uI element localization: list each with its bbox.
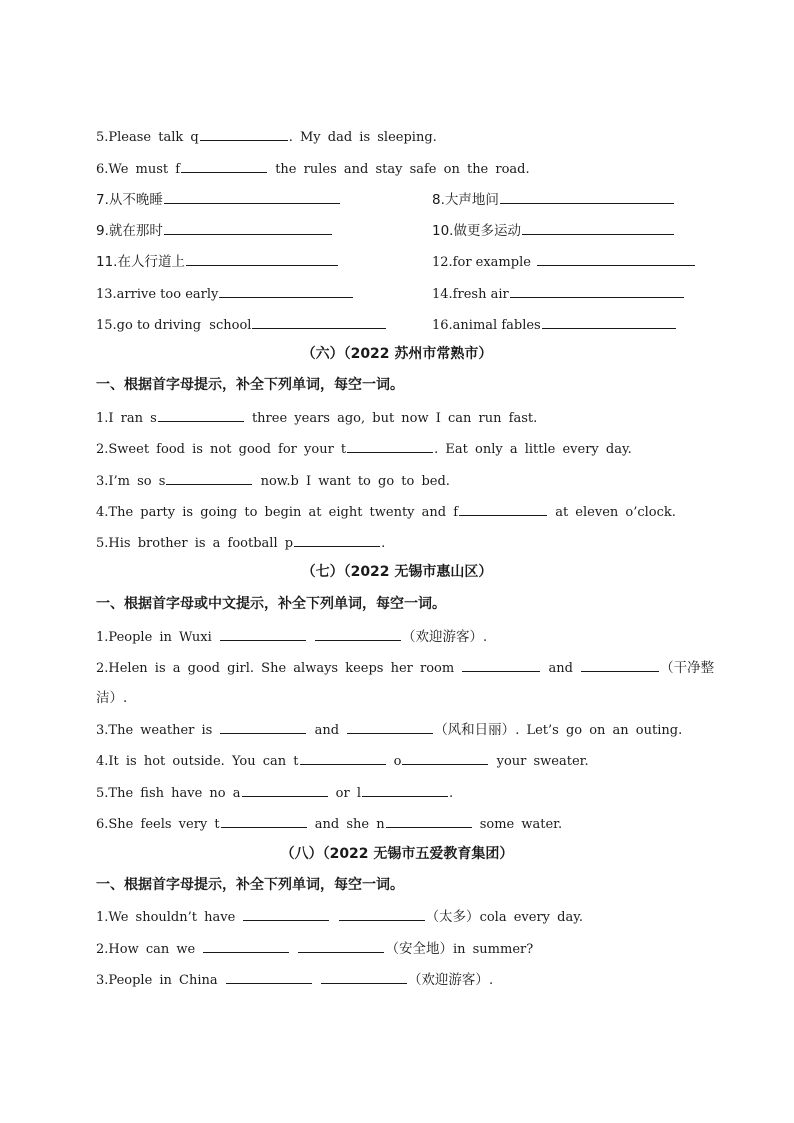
phrase-11: 11.在人行道上	[96, 254, 185, 270]
answer-blank[interactable]	[402, 751, 488, 765]
s7-question-2	[96, 658, 715, 678]
question-text: cola every day.	[479, 910, 583, 925]
answer-blank[interactable]	[226, 970, 312, 984]
answer-blank[interactable]	[186, 252, 338, 266]
question-text: your sweater.	[489, 754, 589, 769]
question-text: o	[393, 754, 402, 769]
answer-blank[interactable]	[181, 159, 267, 173]
answer-blank[interactable]	[203, 939, 289, 953]
chinese-hint: （太多）	[425, 909, 480, 925]
question-text: now.b I want to go to bed.	[253, 474, 450, 489]
question-text: 4.It is hot outside. You can t	[96, 754, 299, 769]
phrase-15: 15.go to driving school	[96, 318, 252, 333]
question-text: and	[314, 723, 340, 738]
answer-blank[interactable]	[200, 127, 288, 141]
question-text: 5.His brother is a football p	[96, 536, 294, 551]
phrase-14: 14.fresh air	[432, 287, 509, 302]
phrase-10: 10.做更多运动	[432, 223, 521, 239]
line-text: the rules and stay safe on the road.	[268, 162, 530, 177]
section-6-instruction: 一、根据首字母提示，补全下列单词，每空一词。	[96, 377, 404, 393]
s7-question-4	[96, 751, 698, 771]
question-text: 2.How can we	[96, 942, 196, 957]
line-text: . My dad is sleeping.	[288, 130, 437, 145]
phrase-16: 16.animal fables	[432, 318, 541, 333]
answer-blank[interactable]	[362, 783, 448, 797]
s6-question-4	[96, 502, 698, 522]
phrase-row-15-16	[96, 315, 698, 335]
phrase-row-9-10	[96, 221, 698, 240]
s8-question-2	[96, 939, 698, 959]
answer-blank[interactable]	[298, 939, 384, 953]
answer-blank[interactable]	[164, 190, 340, 204]
chinese-hint: 洁）.	[96, 690, 128, 706]
question-text: .	[483, 630, 488, 645]
answer-blank[interactable]	[500, 190, 674, 204]
question-text: . Eat only a little every day.	[434, 442, 632, 457]
question-text: and	[548, 661, 573, 676]
s6-question-5	[96, 533, 698, 553]
question-text: 3.The weather is	[96, 723, 213, 738]
answer-blank[interactable]	[347, 720, 433, 734]
phrase-7: 7.从不晚睡	[96, 192, 163, 208]
line-text: 6.We must f	[96, 162, 181, 177]
question-text: .	[381, 536, 386, 551]
question-text: . Let’s go on an outing.	[515, 723, 683, 738]
question-text: 3.People in China	[96, 973, 218, 988]
question-text: 5.The fish have no a	[96, 786, 241, 801]
phrase-row-11-12	[96, 252, 698, 271]
question-text: 2.Helen is a good girl. She always keeps her room	[96, 661, 455, 676]
question-text: at eleven o’clock.	[548, 505, 676, 520]
question-text: 4.The party is going to begin at eight twenty and f	[96, 505, 459, 520]
answer-blank[interactable]	[252, 315, 386, 329]
question-text: .	[448, 786, 454, 801]
s7-question-2-continued	[96, 689, 698, 708]
answer-blank[interactable]	[510, 284, 684, 298]
question-text: 6.She feels very t	[96, 817, 220, 832]
question-text: 1.People in Wuxi	[96, 630, 212, 645]
exercise-line-5	[96, 127, 698, 147]
s7-question-5	[96, 783, 698, 803]
question-text: and she n	[314, 817, 385, 832]
answer-blank[interactable]	[339, 907, 425, 921]
s8-question-1	[96, 907, 698, 927]
s7-question-6	[96, 814, 698, 834]
section-6-title: （六）（2022 苏州市常熟市）	[301, 346, 493, 362]
s6-question-2	[96, 439, 698, 459]
question-text: 3.I’m so s	[96, 474, 166, 489]
question-text: .	[488, 973, 494, 988]
phrase-13: 13.arrive too early	[96, 287, 219, 302]
phrase-12: 12.for example	[432, 255, 531, 270]
answer-blank[interactable]	[294, 533, 380, 547]
answer-blank[interactable]	[158, 408, 244, 422]
s8-question-3	[96, 970, 698, 990]
phrase-row-7-8	[96, 190, 698, 209]
chinese-hint: （欢迎游客）	[402, 629, 484, 645]
answer-blank[interactable]	[459, 502, 547, 516]
answer-blank[interactable]	[537, 252, 695, 266]
answer-blank[interactable]	[347, 439, 433, 453]
answer-blank[interactable]	[166, 471, 252, 485]
answer-blank[interactable]	[242, 783, 328, 797]
question-text: or l	[335, 786, 361, 801]
answer-blank[interactable]	[300, 751, 386, 765]
answer-blank[interactable]	[321, 970, 407, 984]
phrase-row-13-14	[96, 284, 698, 304]
answer-blank[interactable]	[581, 658, 659, 672]
answer-blank[interactable]	[542, 315, 676, 329]
answer-blank[interactable]	[386, 814, 472, 828]
phrase-8: 8.大声地问	[432, 192, 499, 208]
answer-blank[interactable]	[164, 221, 332, 235]
chinese-hint: （风和日丽）	[434, 722, 516, 738]
question-text: some water.	[472, 817, 563, 832]
answer-blank[interactable]	[243, 907, 329, 921]
line-text: 5.Please talk q	[96, 130, 199, 145]
s7-question-3	[96, 720, 698, 740]
exercise-line-6	[96, 159, 698, 179]
answer-blank[interactable]	[220, 720, 306, 734]
answer-blank[interactable]	[462, 658, 540, 672]
answer-blank[interactable]	[522, 221, 674, 235]
answer-blank[interactable]	[315, 627, 401, 641]
phrase-9: 9.就在那时	[96, 223, 163, 239]
s6-question-3	[96, 471, 698, 491]
answer-blank[interactable]	[219, 284, 353, 298]
section-8-instruction: 一、根据首字母提示，补全下列单词，每空一词。	[96, 877, 404, 893]
question-text: 1.I ran s	[96, 411, 157, 426]
question-text: three years ago, but now I can run fast.	[244, 411, 538, 426]
question-text: 1.We shouldn’t have	[96, 910, 236, 925]
answer-blank[interactable]	[220, 627, 306, 641]
section-8-title: （八）（2022 无锡市五爱教育集团）	[280, 846, 514, 862]
section-7-title: （七）（2022 无锡市惠山区）	[301, 564, 493, 580]
answer-blank[interactable]	[221, 814, 307, 828]
question-text: in summer?	[452, 942, 534, 957]
chinese-hint: （干净整	[660, 660, 715, 676]
section-7-instruction: 一、根据首字母或中文提示，补全下列单词，每空一词。	[96, 596, 446, 612]
s6-question-1	[96, 408, 698, 428]
question-text: 2.Sweet food is not good for your t	[96, 442, 347, 457]
chinese-hint: （欢迎游客）	[407, 972, 489, 988]
s7-question-1	[96, 627, 698, 647]
chinese-hint: （安全地）	[385, 941, 453, 957]
